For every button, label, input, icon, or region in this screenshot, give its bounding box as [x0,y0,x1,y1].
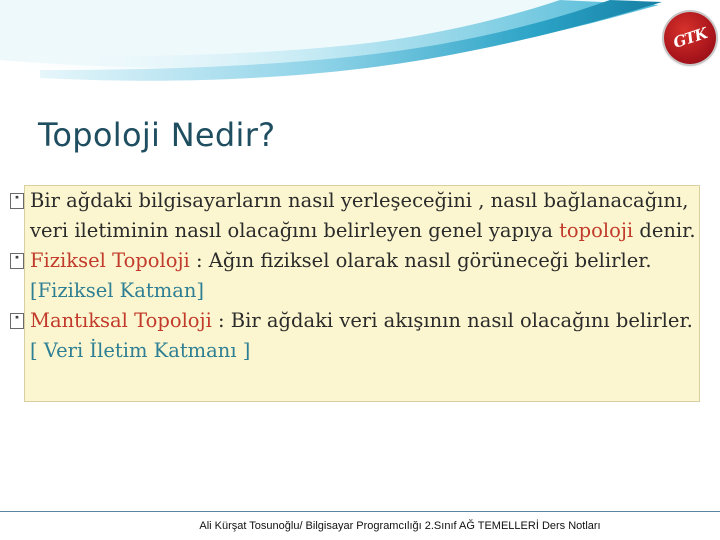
bullet-text-end: denir. [633,219,696,242]
bullet-item-fiziksel [10,246,704,306]
slide-title: Topoloji Nedir? [38,116,276,154]
footer-divider [0,511,720,512]
square-bullet-icon: ▪ [10,313,24,329]
bullet-text: Bir ağdaki bilgisayarların nasıl yerleşeceğini , nasıl bağlanacağını, veri iletiminin nasıl olacağını belirleyen genel yapıya [30,189,689,242]
gtk-logo-icon [664,12,716,64]
bullet-list [10,186,704,366]
term-fiziksel-topoloji: Fiziksel Topoloji [30,249,190,272]
bracket-fiziksel-katman: [Fiziksel Katman] [30,279,204,302]
term-mantiksal-topoloji: Mantıksal Topoloji [30,309,212,332]
bullet-text: : Ağın fiziksel olarak nasıl görüneceği belirler. [189,249,652,272]
bracket-veri-iletim-katmani: [ Veri İletim Katmanı ] [30,339,251,362]
header-banner-wave [0,0,720,90]
bullet-item-mantiksal [10,306,704,366]
term-topoloji: topoloji [559,219,634,242]
square-bullet-icon: ▪ [10,193,24,209]
square-bullet-icon: ▪ [10,253,24,269]
bullet-text: : Bir ağdaki veri akışının nasıl olacağını belirler. [211,309,693,332]
bullet-item-topoloji [10,186,704,246]
footer-text: Ali Kürşat Tosunoğlu/ Bilgisayar Programcılığı 2.Sınıf AĞ TEMELLERİ Ders Notları [199,520,601,532]
logo-text: GTK [671,24,709,52]
